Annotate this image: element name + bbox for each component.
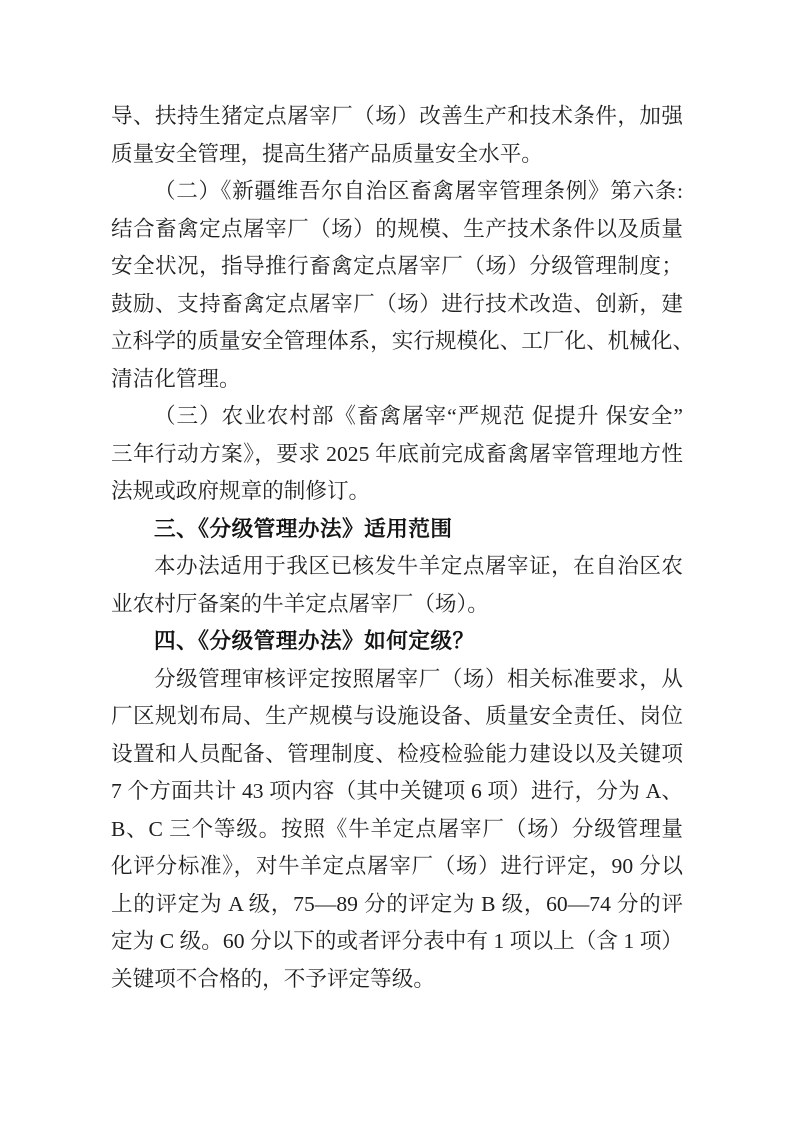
text-line: 三年行动方案》，要求 2025 年底前完成畜禽屠宰管理地方性	[111, 441, 683, 466]
text-line: 厂区规划布局、生产规模与设施设备、质量安全责任、岗位	[111, 704, 683, 728]
text-line: 本办法适用于我区已核发牛羊定点屠宰证，在自治区农	[154, 554, 683, 578]
text-line: 上的评定为 A 级，75—89 分的评定为 B 级，60—74 分的评	[111, 891, 683, 916]
section-heading-grading: 四、《分级管理办法》如何定级？	[154, 629, 475, 654]
text-line: 安全状况，指导推行畜禽定点屠宰厂（场）分级管理制度；	[111, 254, 683, 278]
text-line: B、C 三个等级。按照《牛羊定点屠宰厂（场）分级管理量	[111, 816, 683, 841]
text-line: 质量安全管理，提高生猪产品质量安全水平。	[111, 141, 543, 166]
text-column	[111, 98, 695, 998]
text-line: 清洁化管理。	[111, 366, 241, 391]
text-line: 设置和人员配备、管理制度、检疫检验能力建设以及关键项	[111, 741, 683, 766]
text-line: 导、扶持生猪定点屠宰厂（场）改善生产和技术条件，加强	[111, 104, 683, 128]
text-line: 关键项不合格的，不予评定等级。	[111, 966, 435, 991]
text-line: 分级管理审核评定按照屠宰厂（场）相关标准要求，从	[154, 666, 683, 691]
text-line: 定为 C 级。60 分以下的或者评分表中有 1 项以上（含 1 项）	[111, 929, 683, 953]
text-line: 化评分标准》，对牛羊定点屠宰厂（场）进行评定，90 分以	[111, 854, 683, 878]
text-line: 业农村厅备案的牛羊定点屠宰厂（场）。	[111, 591, 489, 616]
text-line: 法规或政府规章的制修订。	[111, 479, 371, 503]
text-line: 鼓励、支持畜禽定点屠宰厂（场）进行技术改造、创新，建	[111, 291, 683, 316]
section-heading-scope: 三、《分级管理办法》适用范围	[154, 516, 453, 542]
text-line: 结合畜禽定点屠宰厂（场）的规模、生产技术条件以及质量	[111, 216, 683, 241]
text-line: 立科学的质量安全管理体系，实行规模化、工厂化、机械化、	[111, 329, 695, 353]
text-line: （二）《新疆维吾尔自治区畜禽屠宰管理条例》第六条:	[154, 179, 683, 203]
text-line: （三）农业农村部《畜禽屠宰“严规范 促提升 保安全”	[154, 404, 683, 428]
text-line: 7 个方面共计 43 项内容（其中关键项 6 项）进行，分为 A、	[111, 779, 683, 803]
